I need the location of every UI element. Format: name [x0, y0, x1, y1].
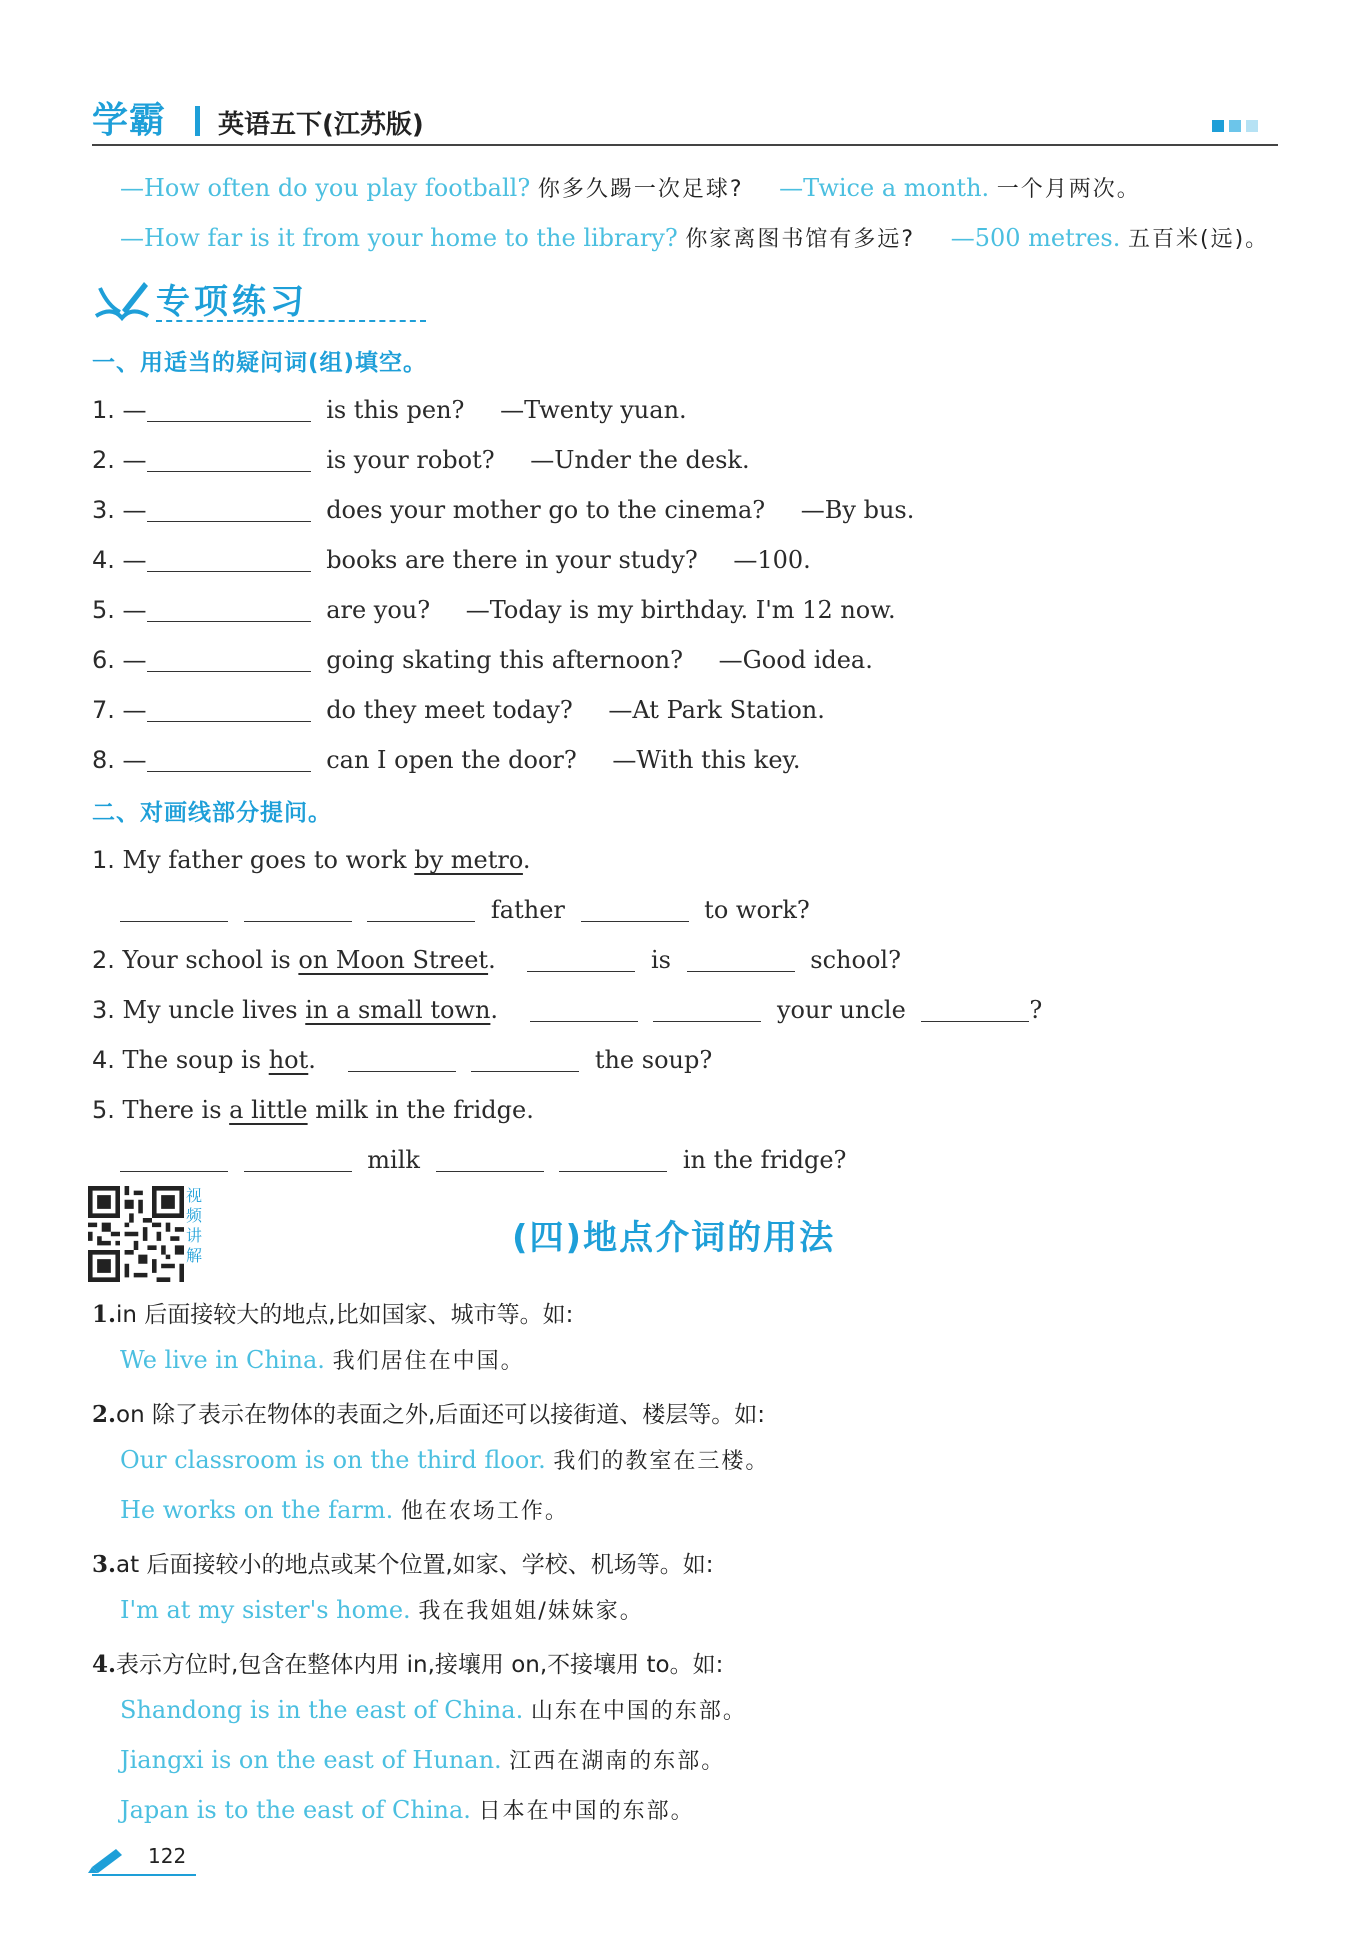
- item-number: 8.: [92, 746, 115, 774]
- rewrite-item-3: [92, 994, 1042, 1026]
- practice-banner: [92, 270, 352, 330]
- answer-blank[interactable]: [147, 545, 311, 572]
- underlined-phrase: in a small town: [305, 996, 491, 1024]
- answer-blank[interactable]: [147, 495, 311, 522]
- rule-text: 表示方位时,包含在整体内用 in,接壤用 on,不接壤用 to。如:: [116, 1652, 724, 1678]
- underlined-phrase: hot: [268, 1046, 309, 1074]
- sentence-text: There is: [122, 1096, 222, 1124]
- sentence-text: The soup is: [122, 1046, 262, 1074]
- answer-blank[interactable]: [147, 595, 311, 622]
- qr-label-char: 频: [186, 1206, 203, 1225]
- page-number: 122: [148, 1844, 187, 1868]
- answer-word: ?: [1029, 996, 1043, 1024]
- example-en: I'm at my sister's home.: [120, 1596, 411, 1624]
- answer-word: milk: [367, 1146, 420, 1174]
- section-2-title: 二、对画线部分提问。: [92, 800, 332, 826]
- answer-word: to work?: [704, 896, 810, 924]
- answer-blank[interactable]: [244, 1145, 352, 1172]
- answer-blank[interactable]: [147, 445, 311, 472]
- question-text: is this pen?: [326, 396, 465, 424]
- answer-blank[interactable]: [921, 995, 1029, 1022]
- answer-text: —Good idea.: [718, 646, 873, 674]
- fill-item-4: [92, 544, 811, 576]
- answer-blank[interactable]: [527, 945, 635, 972]
- example-en: Our classroom is on the third floor.: [120, 1446, 546, 1474]
- rule-1: [92, 1296, 573, 1329]
- header-rule: [92, 144, 1278, 146]
- sentence-end: milk in the fridge.: [315, 1096, 534, 1124]
- rule-text: on 除了表示在物体的表面之外,后面还可以接街道、楼层等。如:: [116, 1402, 766, 1428]
- answer-word: the soup?: [594, 1046, 713, 1074]
- example-answer: —Twice a month.: [779, 174, 990, 202]
- item-number: 6.: [92, 646, 115, 674]
- fill-item-8: [92, 744, 801, 776]
- dash: —: [122, 646, 147, 674]
- sentence-end: .: [308, 1046, 316, 1074]
- example-answer: —500 metres.: [950, 224, 1121, 252]
- book-title: 英语五下(江苏版): [218, 110, 424, 140]
- dash: —: [122, 496, 147, 524]
- fill-item-2: [92, 444, 750, 476]
- sentence-end: .: [522, 846, 531, 874]
- example-zh: 日本在中国的东部。: [478, 1799, 695, 1824]
- item-number: 3.: [92, 996, 115, 1024]
- question-text: are you?: [326, 596, 431, 624]
- dash: —: [122, 446, 147, 474]
- example-zh: 我们的教室在三楼。: [553, 1449, 770, 1474]
- section-1-title: 一、用适当的疑问词(组)填空。: [92, 350, 428, 376]
- qr-label-char: 解: [186, 1246, 203, 1265]
- answer-blank[interactable]: [147, 695, 311, 722]
- rule-4-example-2: [120, 1744, 725, 1778]
- item-number: 1.: [92, 396, 115, 424]
- rule-4-example-1: [120, 1694, 747, 1728]
- answer-blank[interactable]: [147, 395, 311, 422]
- question-text: can I open the door?: [326, 746, 577, 774]
- item-number: 5.: [92, 596, 115, 624]
- underlined-phrase: a little: [229, 1096, 308, 1124]
- item-number: 7.: [92, 696, 115, 724]
- item-number: 5.: [92, 1096, 115, 1124]
- practice-banner-title: 专项练习: [156, 282, 308, 322]
- example-question: —How often do you play football?: [120, 174, 531, 202]
- answer-text: —At Park Station.: [608, 696, 825, 724]
- example-question: —How far is it from your home to the library?: [120, 224, 678, 252]
- rule-text: in 后面接较大的地点,比如国家、城市等。如:: [116, 1302, 574, 1328]
- intro-example-1: [120, 172, 1141, 206]
- sentence-text: My father goes to work: [122, 846, 407, 874]
- brand-logo: 学霸: [92, 100, 167, 141]
- answer-blank[interactable]: [581, 895, 689, 922]
- answer-blank[interactable]: [147, 745, 311, 772]
- example-en: Japan is to the east of China.: [120, 1796, 471, 1824]
- rewrite-item-1-answer: [120, 894, 810, 926]
- footer-rule: [92, 1874, 196, 1876]
- example-answer-zh: 一个月两次。: [996, 177, 1141, 202]
- answer-blank[interactable]: [471, 1045, 579, 1072]
- intro-example-2: [120, 222, 1269, 256]
- item-number: 4.: [92, 546, 115, 574]
- rule-2-example-1: [120, 1444, 769, 1478]
- rule-number: 1.: [92, 1301, 117, 1328]
- example-en: He works on the farm.: [120, 1496, 394, 1524]
- answer-word: your uncle: [776, 996, 906, 1024]
- question-text: does your mother go to the cinema?: [326, 496, 766, 524]
- question-text: books are there in your study?: [326, 546, 698, 574]
- question-text: do they meet today?: [326, 696, 573, 724]
- rule-2-example-2: [120, 1494, 569, 1528]
- underlined-phrase: by metro: [414, 846, 523, 874]
- rule-4: [92, 1646, 723, 1679]
- answer-blank[interactable]: [147, 645, 311, 672]
- answer-text: —Today is my birthday. I'm 12 now.: [465, 596, 896, 624]
- rule-3-example-1: [120, 1594, 644, 1628]
- dash: —: [122, 546, 147, 574]
- item-number: 2.: [92, 446, 115, 474]
- fill-item-5: [92, 594, 896, 626]
- pencil-icon: [88, 1845, 128, 1873]
- fill-item-6: [92, 644, 873, 676]
- fill-item-1: [92, 394, 687, 426]
- rule-number: 3.: [92, 1551, 117, 1578]
- rule-number: 2.: [92, 1401, 117, 1428]
- answer-text: —Twenty yuan.: [500, 396, 687, 424]
- qr-label-char: 讲: [186, 1226, 203, 1245]
- logo-divider: [195, 106, 200, 136]
- answer-text: —With this key.: [612, 746, 801, 774]
- underlined-phrase: on Moon Street: [298, 946, 489, 974]
- dash: —: [122, 696, 147, 724]
- answer-blank[interactable]: [559, 1145, 667, 1172]
- item-number: 2.: [92, 946, 115, 974]
- example-question-zh: 你家离图书馆有多远?: [685, 227, 916, 252]
- fill-item-7: [92, 694, 825, 726]
- rule-2: [92, 1396, 765, 1429]
- answer-text: —100.: [733, 546, 811, 574]
- decorative-squares: [1212, 120, 1258, 132]
- example-en: Shandong is in the east of China.: [120, 1696, 524, 1724]
- answer-blank[interactable]: [367, 895, 475, 922]
- example-zh: 江西在湖南的东部。: [509, 1749, 726, 1774]
- answer-blank[interactable]: [120, 1145, 228, 1172]
- answer-word: school?: [810, 946, 901, 974]
- dash: —: [122, 596, 147, 624]
- example-en: Jiangxi is on the east of Hunan.: [120, 1746, 502, 1774]
- answer-blank[interactable]: [436, 1145, 544, 1172]
- question-text: is your robot?: [326, 446, 495, 474]
- rule-number: 4.: [92, 1651, 117, 1678]
- rewrite-item-4: [92, 1044, 712, 1076]
- item-number: 4.: [92, 1046, 115, 1074]
- qr-video-label: [186, 1186, 204, 1266]
- answer-blank[interactable]: [348, 1045, 456, 1072]
- answer-blank[interactable]: [120, 895, 228, 922]
- item-number: 1.: [92, 846, 115, 874]
- answer-text: —By bus.: [800, 496, 915, 524]
- sentence-end: .: [488, 946, 496, 974]
- answer-word: in the fridge?: [682, 1146, 847, 1174]
- answer-word: is: [651, 946, 671, 974]
- example-zh: 山东在中国的东部。: [530, 1699, 747, 1724]
- rule-3: [92, 1546, 714, 1579]
- rewrite-item-1: [92, 844, 531, 876]
- rewrite-item-5-answer: [120, 1144, 846, 1176]
- dashed-rule: [156, 320, 426, 322]
- answer-word: father: [490, 896, 565, 924]
- fill-item-3: [92, 494, 914, 526]
- answer-blank[interactable]: [530, 995, 638, 1022]
- dash: —: [122, 746, 147, 774]
- dash: —: [122, 396, 147, 424]
- sentence-end: .: [490, 996, 499, 1024]
- pen-book-icon: [92, 276, 152, 326]
- sentence-text: My uncle lives: [122, 996, 298, 1024]
- qr-label-char: 视: [186, 1186, 203, 1205]
- qr-code-icon[interactable]: [88, 1186, 184, 1282]
- rewrite-item-5: [92, 1094, 534, 1126]
- example-answer-zh: 五百米(远)。: [1128, 227, 1270, 252]
- answer-blank[interactable]: [244, 895, 352, 922]
- sentence-text: Your school is: [122, 946, 291, 974]
- rule-1-example-1: [120, 1344, 525, 1378]
- answer-blank[interactable]: [687, 945, 795, 972]
- example-zh: 我在我姐姐/妹妹家。: [418, 1599, 644, 1624]
- answer-text: —Under the desk.: [530, 446, 750, 474]
- rule-4-example-3: [120, 1794, 695, 1828]
- example-zh: 我们居住在中国。: [332, 1349, 525, 1374]
- example-zh: 他在农场工作。: [400, 1499, 569, 1524]
- item-number: 3.: [92, 496, 115, 524]
- example-question-zh: 你多久踢一次足球?: [537, 177, 744, 202]
- topic-title: (四)地点介词的用法: [512, 1218, 836, 1258]
- question-text: going skating this afternoon?: [326, 646, 683, 674]
- answer-blank[interactable]: [653, 995, 761, 1022]
- rewrite-item-2: [92, 944, 901, 976]
- example-en: We live in China.: [120, 1346, 325, 1374]
- rule-text: at 后面接较小的地点或某个位置,如家、学校、机场等。如:: [116, 1552, 714, 1578]
